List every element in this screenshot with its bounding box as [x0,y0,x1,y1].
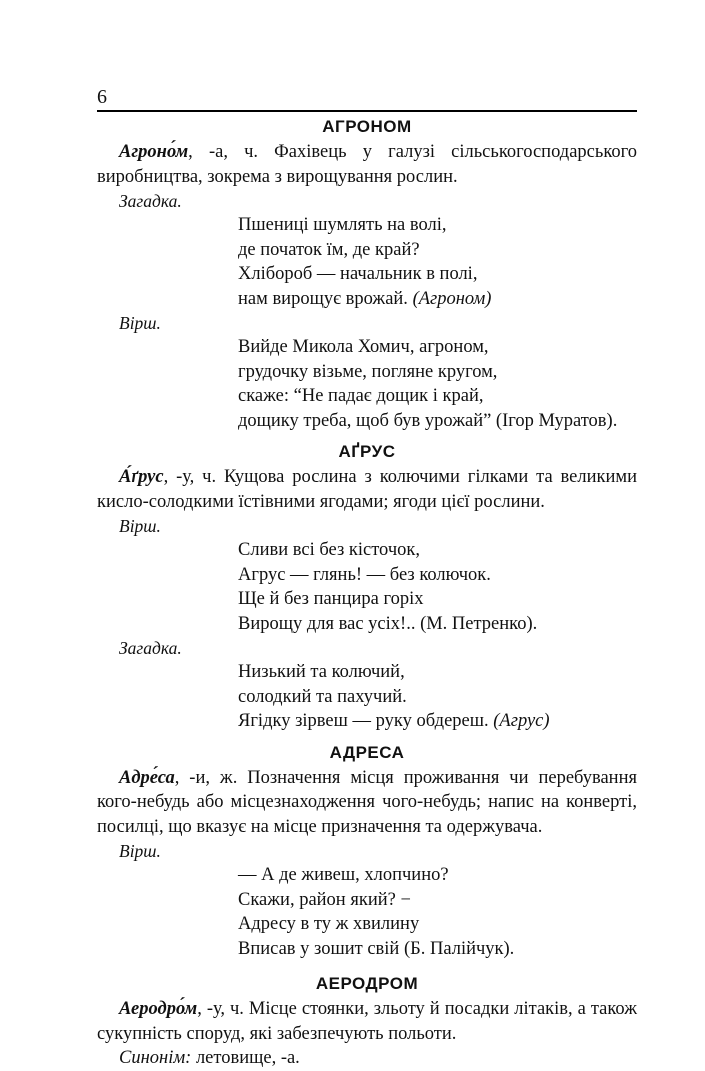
verse-text: нам вирощує врожай. [238,288,408,309]
entry-definition [97,140,637,189]
entry-title: АДРЕСА [329,742,405,762]
entry-agronom [97,114,637,433]
verse-line: солодкий та пахучий. [238,686,407,707]
entry-definition [97,997,637,1046]
verse-line: Адресу в ту ж хвилину [238,914,420,934]
riddle-label: Загадка. [119,191,182,211]
headword: Агроно́м [119,142,189,162]
riddle-label: Загадка. [119,638,182,658]
entry-adresa [97,740,637,962]
entry-title: АГРОНОМ [322,117,412,136]
synonym-text: летовище, -а. [191,1048,300,1068]
verse-line: Агрус — глянь! — без колючок. [238,564,491,585]
definition-text: , -у, ч. Кущова рослина з колючими гілками та великими кисло-солодкими їстівними ягодами; ягоди цієї рослини. [97,467,637,512]
dictionary-content [97,114,637,1071]
poem-label: Вірш. [119,841,161,861]
verse-text: Ягідку зірвеш — руку обдереш. [238,711,489,731]
synonym-line [97,1046,637,1071]
headword: А́ґрус [119,467,164,487]
verse-line: Низький та колючий, [238,662,405,682]
entry-title: АҐРУС [338,442,396,461]
verse-line: де початок їм, де край? [238,239,420,260]
headword: Аеродро́м [119,999,198,1019]
riddle-verse [97,660,637,734]
definition-text: , -а, ч. Фахівець у галузі сільськогосподарського виробництва, зокрема з вирощування рослин. [97,142,637,187]
headword: Адре́са [119,767,175,788]
riddle-answer: (Агроном) [412,288,492,309]
riddle-answer: (Агрус) [493,711,550,731]
riddle-verse [97,213,637,311]
verse-line: грудочку візьме, погляне кругом, [238,361,498,382]
entry-definition [97,766,637,840]
verse-line: Скажи, район який? − [238,889,411,910]
verse-line: Пшениці шумлять на волі, [238,215,447,235]
verse-line: скаже: “Не падає дощик і край, [238,386,484,406]
entry-agrus [97,439,637,734]
synonym-label: Синонім: [119,1048,192,1068]
page-number: 6 [97,86,107,108]
verse-line-last [238,287,637,312]
definition-text: , -и, ж. Позначення місця проживання чи перебування кого-небудь або місцезнаходження чого-небудь; напис на конверті, посилці, що вказує на місце призначення та одержувача. [97,767,637,837]
verse-line: Вийде Микола Хомич, агроном, [238,337,489,357]
verse-line: Сливи всі без кісточок, [238,540,420,560]
entry-title: АЕРОДРОМ [315,974,419,993]
verse-line: Вирощу для вас усіх!.. (М. Петренко). [238,613,538,634]
verse-line-last [238,709,637,734]
poem-verse [97,335,637,433]
entry-aerodrom [97,971,637,1071]
header-rule [97,110,637,112]
verse-line: Ще й без панцира горіх [238,589,424,609]
verse-line: дощику треба, щоб був урожай” (Ігор Муратов). [238,410,618,431]
poem-label: Вірш. [119,516,161,536]
poem-verse [97,538,637,636]
verse-line: Хлібороб — начальник в полі, [238,264,478,284]
entry-definition [97,465,637,514]
verse-line: — А де живеш, хлопчино? [238,865,449,885]
poem-verse [97,863,637,961]
verse-line: Вписав у зошит свій (Б. Палійчук). [238,938,515,959]
poem-label: Вірш. [119,313,161,333]
definition-text: , -у, ч. Місце стоянки, зльоту й посадки літаків, а також сукупність споруд, які забезпечують польоти. [97,999,637,1044]
